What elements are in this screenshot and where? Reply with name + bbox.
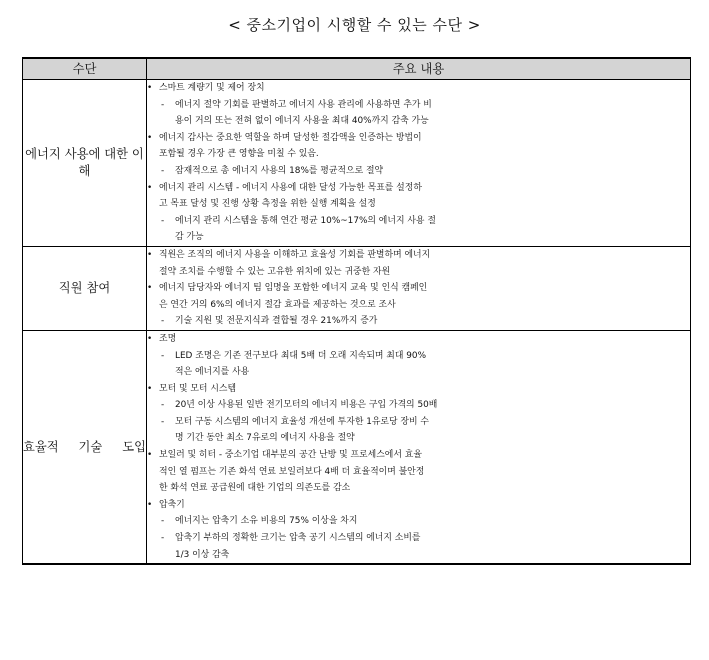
- dash-marker: -: [161, 316, 165, 327]
- item-text: LED 조명은 기존 전구보다 최대 5배 더 오래 지속되며 최대 90%: [175, 350, 427, 361]
- item-continuation: 적은 에너지를 사용: [175, 367, 250, 378]
- bullet-item: [147, 447, 690, 464]
- bullet-item: [147, 381, 690, 398]
- bullet-item: [147, 130, 690, 147]
- means-label: 에너지 사용에 대한 이해: [25, 147, 144, 178]
- bullet-marker: •: [147, 333, 153, 344]
- bullet-item: [147, 180, 690, 197]
- item-text: 에너지 감사는 중요한 역할을 하며 달성한 절감액을 인증하는 방법이: [159, 132, 422, 143]
- bullet-marker: •: [147, 83, 153, 93]
- item-text: 조명: [159, 333, 177, 344]
- means-table: [22, 57, 691, 565]
- table-header-row: [23, 58, 691, 80]
- item-text: 20년 이상 사용된 일반 전기모터의 에너지 비용은 구입 가격의 50배: [175, 400, 438, 411]
- item-text: 잠재적으로 총 에너지 사용의 18%를 평균적으로 절약: [175, 165, 384, 176]
- sub-item: [147, 213, 690, 230]
- item-text: 스마트 계량기 및 제어 장치: [159, 83, 265, 93]
- sub-item: [147, 530, 690, 547]
- sub-item: [147, 414, 690, 431]
- item-text: 에너지 관리 시스템을 통해 연간 평균 10%~17%의 에너지 사용 절: [175, 215, 436, 226]
- item-text: 에너지 관리 시스템 - 에너지 사용에 대한 달성 가능한 목표를 설정하: [159, 182, 422, 193]
- item-continuation: 1/3 이상 감축: [175, 549, 230, 560]
- means-cell: [23, 330, 147, 564]
- dash-marker: -: [161, 215, 165, 226]
- table-row: [23, 80, 691, 247]
- bullet-marker: •: [147, 249, 153, 260]
- item-text: 에너지 절약 기회를 판별하고 에너지 사용 관리에 사용하면 추가 비: [175, 99, 432, 110]
- bullet-marker: •: [147, 450, 153, 461]
- table-title: < 중소기업이 시행할 수 있는 수단 >: [228, 16, 481, 34]
- item-continuation: 절약 조치를 수행할 수 있는 고유한 위치에 있는 귀중한 자원: [159, 266, 391, 277]
- item-text: 직원은 조직의 에너지 사용을 이해하고 효율성 기회를 판별하며 에너지: [159, 249, 431, 260]
- means-label: 효율적 기술 도입: [23, 439, 146, 454]
- dash-marker: -: [161, 533, 165, 544]
- content-cell: [147, 246, 691, 330]
- item-text: 모터 및 모터 시스템: [159, 383, 237, 394]
- item-continuation: 한 화석 연료 공급원에 대한 기업의 의존도를 감소: [159, 483, 351, 494]
- sub-item: [147, 513, 690, 530]
- bullet-item: [147, 247, 690, 264]
- bullet-marker: •: [147, 499, 153, 510]
- bullet-marker: •: [147, 283, 153, 294]
- sub-item: [147, 397, 690, 414]
- bullet-item: [147, 331, 690, 348]
- bullet-marker: •: [147, 383, 153, 394]
- header-content: 주요 내용: [147, 58, 691, 80]
- sub-item: [147, 313, 690, 330]
- table-row: [23, 330, 691, 564]
- item-text: 에너지는 압축기 소유 비용의 75% 이상을 차지: [175, 516, 358, 527]
- content-cell: [147, 330, 691, 564]
- sub-item: [147, 97, 690, 114]
- table-row: [23, 246, 691, 330]
- bullet-item: [147, 80, 690, 97]
- item-text: 압축기 부하의 정확한 크기는 압축 공기 시스템의 에너지 소비를: [175, 533, 421, 544]
- item-continuation: 적인 열 펌프는 기존 화석 연료 보일러보다 4배 더 효율적이며 불안정: [159, 466, 425, 477]
- means-cell: [23, 80, 147, 247]
- dash-marker: -: [161, 516, 165, 527]
- item-continuation: 은 연간 거의 6%의 에너지 절감 효과를 제공하는 것으로 조사: [159, 299, 396, 310]
- dash-marker: -: [161, 400, 165, 411]
- content-cell: [147, 80, 691, 247]
- table-body: [23, 80, 691, 565]
- item-continuation: 명 기간 동안 최소 7유로의 에너지 사용을 절약: [175, 433, 355, 444]
- item-continuation: 고 목표 달성 및 진행 상황 측정을 위한 실행 계획을 설정: [159, 199, 376, 210]
- dash-marker: -: [161, 99, 165, 110]
- item-text: 보일러 및 히터 - 중소기업 대부분의 공간 난방 및 프로세스에서 효율: [159, 450, 422, 461]
- dash-marker: -: [161, 416, 165, 427]
- bullet-item: [147, 280, 690, 297]
- item-text: 기술 지원 및 전문지식과 결합될 경우 21%까지 증가: [175, 316, 378, 327]
- dash-marker: -: [161, 165, 165, 176]
- bullet-marker: •: [147, 182, 153, 193]
- item-text: 압축기: [159, 499, 185, 510]
- bullet-item: [147, 497, 690, 514]
- item-continuation: 포함될 경우 가장 큰 영향을 미칠 수 있음.: [159, 149, 319, 160]
- item-text: 모터 구동 시스템의 에너지 효율성 개선에 투자한 1유로당 장비 수: [175, 416, 429, 427]
- item-continuation: 감 가능: [175, 232, 204, 243]
- item-text: 에너지 담당자와 에너지 팀 임명을 포함한 에너지 교육 및 인식 캠페인: [159, 283, 428, 294]
- means-label: 직원 참여: [58, 281, 111, 296]
- means-cell: [23, 246, 147, 330]
- sub-item: [147, 163, 690, 180]
- item-continuation: 용이 거의 또는 전혀 없이 에너지 사용을 최대 40%까지 감축 가능: [175, 116, 429, 127]
- sub-item: [147, 348, 690, 365]
- dash-marker: -: [161, 350, 165, 361]
- header-means: 수단: [23, 58, 147, 80]
- bullet-marker: •: [147, 132, 153, 143]
